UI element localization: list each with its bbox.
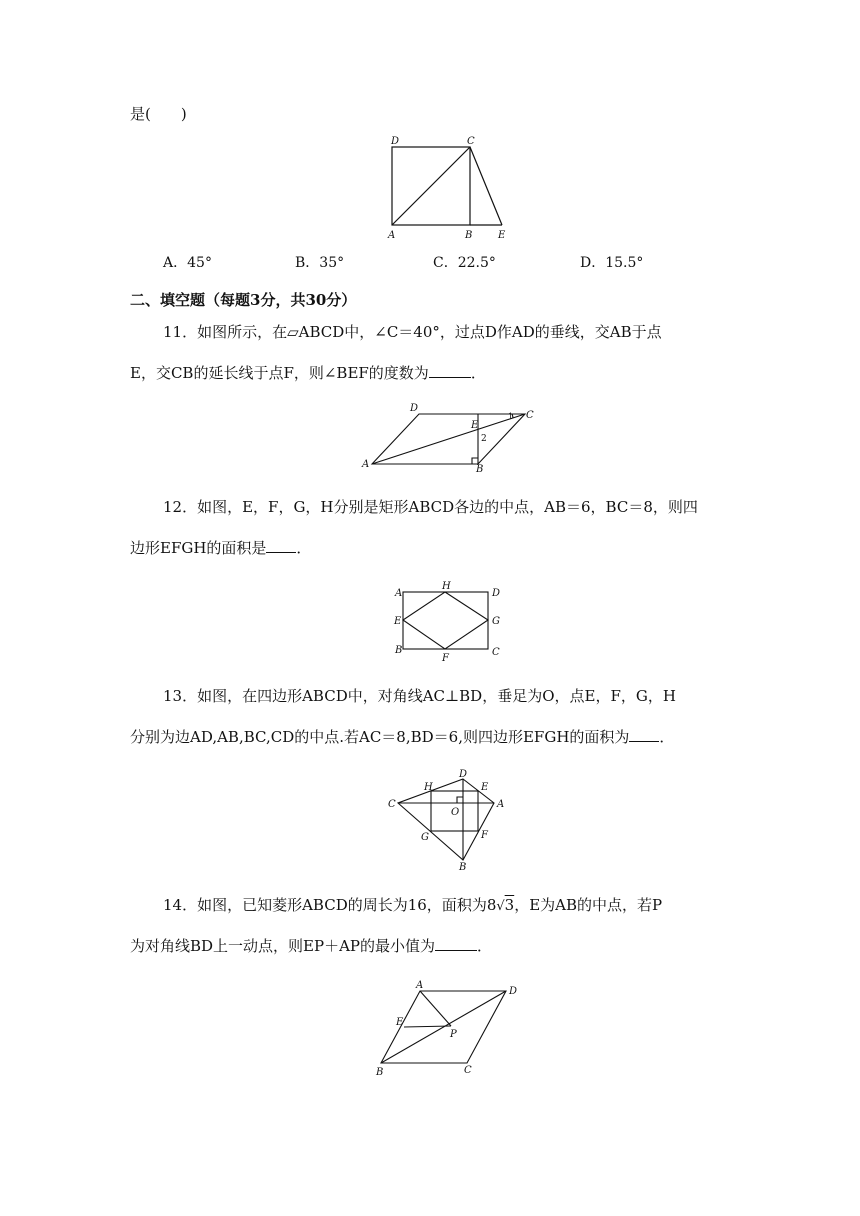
label-c: C [464,1065,472,1076]
label-a: A [388,230,396,241]
choice-c: C．22.5° [433,255,496,271]
q10-figure [380,132,520,244]
choice-d: D．15.5° [580,255,644,271]
answer-blank [266,538,296,553]
label-g: G [421,832,429,843]
quadrilateral-efgh [403,592,488,649]
segment-ce [470,147,502,225]
label-a: A [497,799,505,810]
label-c: C [492,647,500,658]
label-b: B [465,230,473,241]
label-d: D [410,403,419,414]
label-a: A [395,588,403,599]
q14-figure [370,978,530,1078]
label-b: B [376,1067,384,1078]
q11-figure [360,402,540,475]
label-d: D [509,986,518,997]
label-c: C [388,799,396,810]
label-e: E [396,1017,404,1028]
label-b: B [476,464,484,475]
label-b: B [459,862,467,873]
label-d: D [492,588,501,599]
label-e: E [498,230,506,241]
q13-line2: 分别为边AD,AB,BC,CD的中点.若AC＝8,BD＝6,则四边形EFGH的面积为 ． [130,728,675,746]
q11-line1: 11．如图所示，在▱ABCD中，∠C＝40°，过点D作AD的垂线，交AB于点 [163,323,662,341]
label-b: B [395,645,403,656]
section-title: 二、填空题（每题3分，共30分） [130,291,357,309]
label-h: H [424,782,433,793]
q14-line1: 14．如图，已知菱形ABCD的周长为16，面积为8√3，E为AB的中点，若P [163,896,663,914]
label-f: F [442,653,449,664]
label-f: F [481,830,488,841]
right-angle-mark [457,797,463,803]
label-angle-2: 2 [481,434,487,444]
choice-b: B．35° [295,255,345,271]
label-e: E [394,616,402,627]
label-c: C [467,136,475,147]
label-p: P [450,1029,457,1040]
q13-line1: 13．如图，在四边形ABCD中，对角线AC⊥BD，垂足为O，点E，F，G，H [163,687,676,705]
label-d: D [391,136,400,147]
label-h: H [442,581,451,592]
q11-line2: E，交CB的延长线于点F，则∠BEF的度数为 ． [130,364,486,382]
answer-blank [435,936,477,951]
label-d: D [459,769,468,780]
label-angle-1: 1 [508,412,514,421]
answer-blank [629,727,659,742]
label-a: A [416,980,424,991]
label-g: G [492,616,500,627]
q12-line2: 边形EFGH的面积是 ． [130,539,312,557]
question-fragment: 是( ) [130,105,187,123]
segment-ap [420,991,451,1026]
label-a: A [362,459,370,470]
q12-figure [390,578,505,663]
label-o: O [451,807,460,818]
label-e: E [481,782,489,793]
choice-a: A．45° [163,255,212,271]
diagonal-ac [392,147,470,225]
label-e: E [471,420,479,431]
q14-line2: 为对角线BD上一动点，则EP＋AP的最小值为 ． [130,937,493,955]
q12-line1: 12．如图，E，F，G，H分别是矩形ABCD各边的中点，AB＝6，BC＝8，则四 [163,498,698,516]
q13-figure [385,768,510,872]
rectangle-abcd [403,592,488,649]
label-c: C [526,410,534,421]
answer-blank [429,363,471,378]
